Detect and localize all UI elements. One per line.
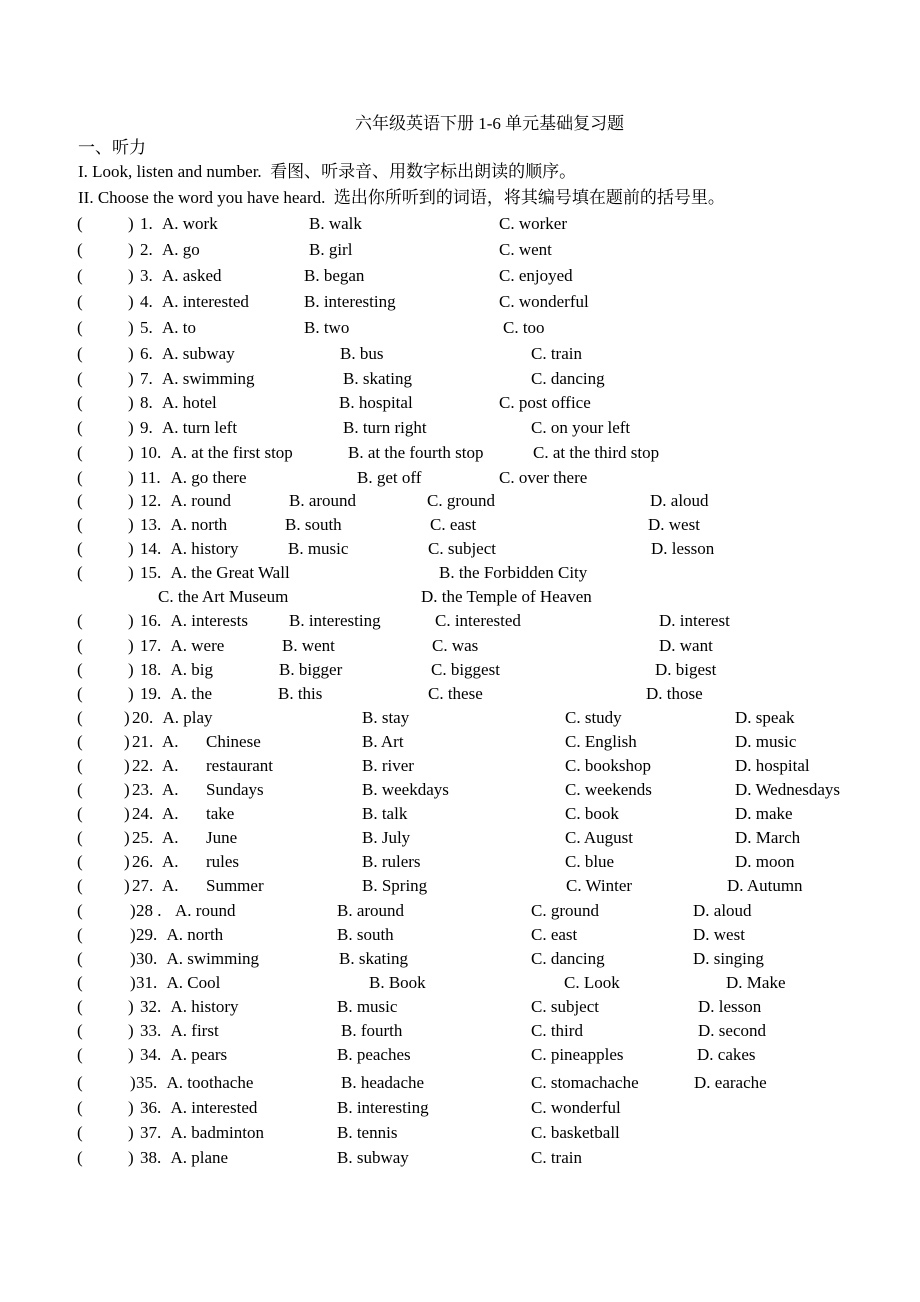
option-a: A. Cool [166,973,221,992]
option-b: B. began [304,266,365,285]
section-heading: 一、听力 [78,138,146,157]
answer-bracket-close: ) [128,266,134,285]
question-number: 23. [132,780,154,799]
option-c: C. study [565,708,622,727]
answer-bracket-close: ) [128,611,134,630]
option-b: B. river [362,756,414,775]
answer-bracket-open[interactable]: ( [77,756,83,775]
answer-bracket-open[interactable]: ( [77,708,83,727]
option-d: D. March [735,828,801,847]
option-a: A. interested [162,292,249,311]
answer-bracket-open[interactable]: ( [77,1021,83,1040]
option-b: B. skating [343,369,412,388]
option-c: C. enjoyed [499,266,573,285]
option-d: D. west [648,515,700,534]
option-d: D. moon [735,852,795,871]
answer-bracket-close: ) [128,563,134,582]
option-a-label: A. [162,732,179,751]
option-b: B. girl [309,240,353,259]
option-c: C. train [531,1148,582,1167]
answer-bracket-close: ) [124,876,130,895]
option-a: Sundays [206,780,264,799]
question-number: 2. [140,240,153,259]
option-c: C. blue [565,852,615,871]
answer-bracket-close: ) [128,660,134,679]
question-number: 24. [132,804,154,823]
answer-bracket-close: ) [128,1148,134,1167]
option-c: C. the Art Museum [158,587,289,606]
question-number: 20. [132,708,154,727]
question-number: 14. [140,539,162,558]
option-d: D. make [735,804,793,823]
answer-bracket-close: ) [128,418,134,437]
question-number: 1. [140,214,153,233]
option-c: C. subject [428,539,496,558]
option-c: C. at the third stop [533,443,660,462]
option-d: D. singing [693,949,764,968]
option-a-label: A. [162,852,179,871]
option-b: B. peaches [337,1045,411,1064]
option-b: B. stay [362,708,410,727]
question-number: 27. [132,876,154,895]
option-a: A. subway [162,344,235,363]
option-b: B. headache [341,1073,425,1092]
answer-bracket-close: ) [128,318,134,337]
option-b: B. south [285,515,342,534]
option-c: C. Winter [566,876,633,895]
option-b: B. south [337,925,394,944]
option-a: Chinese [206,732,261,751]
option-c: C. was [432,636,479,655]
option-c: C. August [565,828,634,847]
option-d: D. Wednesdays [735,780,841,799]
answer-bracket-close: ) [128,636,134,655]
answer-bracket-open[interactable]: ( [77,804,83,823]
question-number: 33. [140,1021,162,1040]
option-d: D. the Temple of Heaven [421,587,592,606]
answer-bracket-open[interactable]: ( [77,266,83,285]
answer-bracket-close: ) [128,684,134,703]
answer-bracket-open[interactable]: ( [77,344,83,363]
answer-bracket-open[interactable]: ( [77,1073,83,1092]
option-a: rules [206,852,240,871]
option-b: B. weekdays [362,780,449,799]
option-c: C. interested [435,611,521,630]
page-title: 六年级英语下册 1-6 单元基础复习题 [355,114,625,133]
option-a-label: A. [162,876,179,895]
option-a: A. interested [170,1098,258,1117]
answer-bracket-open[interactable]: ( [77,684,83,703]
option-d: D. bigest [655,660,717,679]
option-d: D. want [659,636,713,655]
answer-bracket-open[interactable]: ( [77,369,83,388]
answer-bracket-open[interactable]: ( [77,611,83,630]
option-c: C. train [531,344,582,363]
option-a: A. round [175,901,236,920]
answer-bracket-open[interactable]: ( [77,949,83,968]
question-number: 3. [140,266,153,285]
option-c: C. stomachache [531,1073,639,1092]
option-b: B. at the fourth stop [348,443,484,462]
question-number: 19. [140,684,162,703]
question-number: 28 . [136,901,162,920]
answer-bracket-open[interactable]: ( [77,636,83,655]
answer-bracket-open[interactable]: ( [77,393,83,412]
question-number: 7. [140,369,153,388]
option-a: A. the [170,684,213,703]
option-c: C. third [531,1021,583,1040]
answer-bracket-open[interactable]: ( [77,240,83,259]
answer-bracket-open[interactable]: ( [77,780,83,799]
option-a: A. history [170,997,239,1016]
option-d: D. Make [726,973,786,992]
option-d: D. music [735,732,797,751]
option-c: C. English [565,732,637,751]
option-d: D. earache [694,1073,767,1092]
option-b: B. this [278,684,323,703]
option-b: B. walk [309,214,362,233]
answer-bracket-close: ) [128,393,134,412]
option-a: A. round [170,491,231,510]
answer-bracket-open[interactable]: ( [77,418,83,437]
option-a: Summer [206,876,264,895]
option-b: B. talk [362,804,408,823]
option-a: A. hotel [162,393,217,412]
option-d: D. lesson [651,539,715,558]
answer-bracket-close: ) [124,852,130,871]
option-b: B. hospital [339,393,413,412]
answer-bracket-open[interactable]: ( [77,515,83,534]
option-c: C. Look [564,973,620,992]
question-number: 11. [140,468,161,487]
option-c: C. dancing [531,369,605,388]
option-d: D. west [693,925,745,944]
question-number: 26. [132,852,154,871]
answer-bracket-open[interactable]: ( [77,925,83,944]
option-b: B. Book [369,973,426,992]
answer-bracket-close: ) [128,443,134,462]
option-d: D. aloud [650,491,709,510]
answer-bracket-close: ) [128,344,134,363]
option-a: A. asked [162,266,222,285]
option-a-label: A. [162,756,179,775]
option-c: C. worker [499,214,567,233]
option-b: B. tennis [337,1123,398,1142]
option-c: C. subject [531,997,599,1016]
answer-bracket-close: ) [128,1045,134,1064]
question-number: 5. [140,318,153,337]
answer-bracket-close: ) [124,804,130,823]
answer-bracket-close: ) [130,901,136,920]
option-d: D. speak [735,708,795,727]
option-b: B. the Forbidden City [439,563,588,582]
option-b: B. fourth [341,1021,403,1040]
question-number: 22. [132,756,154,775]
option-a: A. north [166,925,224,944]
answer-bracket-close: ) [130,1073,136,1092]
question-number: 30. [136,949,158,968]
answer-bracket-close: ) [124,756,130,775]
answer-bracket-open[interactable]: ( [77,292,83,311]
option-d: D. lesson [698,997,762,1016]
option-a-label: A. [162,828,179,847]
option-d: D. cakes [697,1045,756,1064]
option-b: B. skating [339,949,408,968]
answer-bracket-open[interactable]: ( [77,852,83,871]
answer-bracket-close: ) [128,369,134,388]
question-number: 21. [132,732,154,751]
option-c: C. ground [427,491,495,510]
option-d: D. those [646,684,703,703]
option-c: C. pineapples [531,1045,624,1064]
answer-bracket-close: ) [130,973,136,992]
answer-bracket-close: ) [128,491,134,510]
option-a: A. history [170,539,239,558]
answer-bracket-close: ) [124,732,130,751]
option-d: D. Autumn [727,876,803,895]
answer-bracket-open[interactable]: ( [77,1148,83,1167]
answer-bracket-close: ) [128,468,134,487]
option-c: C. dancing [531,949,605,968]
question-number: 9. [140,418,153,437]
answer-bracket-close: ) [128,240,134,259]
answer-bracket-close: ) [130,949,136,968]
option-b: B. two [304,318,350,337]
answer-bracket-open[interactable]: ( [77,539,83,558]
option-c: C. basketball [531,1123,620,1142]
question-number: 4. [140,292,153,311]
question-number: 31. [136,973,158,992]
option-a: A. pears [170,1045,228,1064]
option-b: B. rulers [362,852,421,871]
option-a: A. plane [170,1148,229,1167]
answer-bracket-close: ) [128,1123,134,1142]
option-a: A. interests [170,611,248,630]
option-b: B. bigger [279,660,343,679]
answer-bracket-close: ) [128,292,134,311]
answer-bracket-open[interactable]: ( [77,1045,83,1064]
option-b: B. interesting [289,611,381,630]
answer-bracket-close: ) [124,708,130,727]
answer-bracket-close: ) [124,828,130,847]
question-number: 10. [140,443,162,462]
answer-bracket-open[interactable]: ( [77,468,83,487]
option-a: A. badminton [170,1123,264,1142]
option-a: A. swimming [162,369,255,388]
answer-bracket-open[interactable]: ( [77,318,83,337]
option-c: C. book [565,804,619,823]
option-c: C. on your left [531,418,631,437]
option-a-label: A. [162,804,179,823]
option-a: A. to [162,318,196,337]
question-number: 8. [140,393,153,412]
answer-bracket-close: ) [128,539,134,558]
question-number: 6. [140,344,153,363]
option-b: B. music [288,539,349,558]
option-b: B. music [337,997,398,1016]
question-number: 25. [132,828,154,847]
answer-bracket-open[interactable]: ( [77,828,83,847]
option-c: C. wonderful [499,292,589,311]
option-c: C. east [531,925,578,944]
option-c: C. weekends [565,780,652,799]
part-1-instruction: I. Look, listen and number. 看图、听录音、用数字标出朗读的顺序。 [78,162,577,181]
option-a: A. go there [170,468,247,487]
question-number: 38. [140,1148,162,1167]
option-b: B. went [282,636,335,655]
option-a: A. big [170,660,213,679]
option-a: A. north [170,515,228,534]
answer-bracket-close: ) [128,1098,134,1117]
answer-bracket-close: ) [128,997,134,1016]
option-b: B. bus [340,344,384,363]
option-a: A. turn left [162,418,238,437]
answer-bracket-open[interactable]: ( [77,901,83,920]
option-a: A. play [162,708,213,727]
question-number: 32. [140,997,162,1016]
option-b: B. turn right [343,418,427,437]
option-a: take [206,804,235,823]
question-number: 34. [140,1045,162,1064]
question-number: 16. [140,611,162,630]
option-a: A. go [162,240,200,259]
option-c: C. went [499,240,552,259]
answer-bracket-open[interactable]: ( [77,973,83,992]
answer-bracket-close: ) [130,925,136,944]
option-a: A. toothache [166,1073,254,1092]
option-b: B. interesting [337,1098,429,1117]
question-number: 35. [136,1073,158,1092]
question-number: 29. [136,925,158,944]
option-a: restaurant [206,756,274,775]
option-c: C. these [428,684,483,703]
answer-bracket-open[interactable]: ( [77,563,83,582]
answer-bracket-open[interactable]: ( [77,443,83,462]
question-number: 15. [140,563,162,582]
option-c: C. wonderful [531,1098,621,1117]
question-number: 17. [140,636,162,655]
option-c: C. too [503,318,545,337]
option-c: C. post office [499,393,591,412]
option-c: C. biggest [431,660,500,679]
option-b: B. around [337,901,405,920]
question-number: 18. [140,660,162,679]
answer-bracket-close: ) [128,214,134,233]
option-b: B. interesting [304,292,396,311]
answer-bracket-open[interactable]: ( [77,1098,83,1117]
question-number: 36. [140,1098,162,1117]
answer-bracket-open[interactable]: ( [77,732,83,751]
question-number: 37. [140,1123,162,1142]
option-b: B. Spring [362,876,428,895]
option-b: B. Art [362,732,404,751]
option-d: D. second [698,1021,766,1040]
option-b: B. around [289,491,357,510]
option-c: C. ground [531,901,599,920]
answer-bracket-open[interactable]: ( [77,876,83,895]
option-a: A. the Great Wall [170,563,290,582]
option-c: C. bookshop [565,756,651,775]
option-d: D. interest [659,611,730,630]
answer-bracket-open[interactable]: ( [77,214,83,233]
option-b: B. get off [357,468,422,487]
answer-bracket-close: ) [128,1021,134,1040]
option-c: C. over there [499,468,588,487]
option-a: A. were [170,636,225,655]
answer-bracket-open[interactable]: ( [77,1123,83,1142]
answer-bracket-close: ) [124,780,130,799]
answer-bracket-close: ) [128,515,134,534]
option-a: A. swimming [166,949,260,968]
option-a-label: A. [162,780,179,799]
option-a: A. work [162,214,218,233]
answer-bracket-open[interactable]: ( [77,660,83,679]
answer-bracket-open[interactable]: ( [77,997,83,1016]
option-a: June [206,828,238,847]
option-c: C. east [430,515,477,534]
option-d: D. hospital [735,756,810,775]
option-d: D. aloud [693,901,752,920]
question-number: 12. [140,491,162,510]
option-b: B. subway [337,1148,409,1167]
option-a: A. at the first stop [170,443,293,462]
part-2-instruction: II. Choose the word you have heard. 选出你所听到的词语，将其编号填在题前的括号里。 [78,188,725,207]
question-number: 13. [140,515,162,534]
option-b: B. July [362,828,411,847]
answer-bracket-open[interactable]: ( [77,491,83,510]
option-a: A. first [170,1021,219,1040]
